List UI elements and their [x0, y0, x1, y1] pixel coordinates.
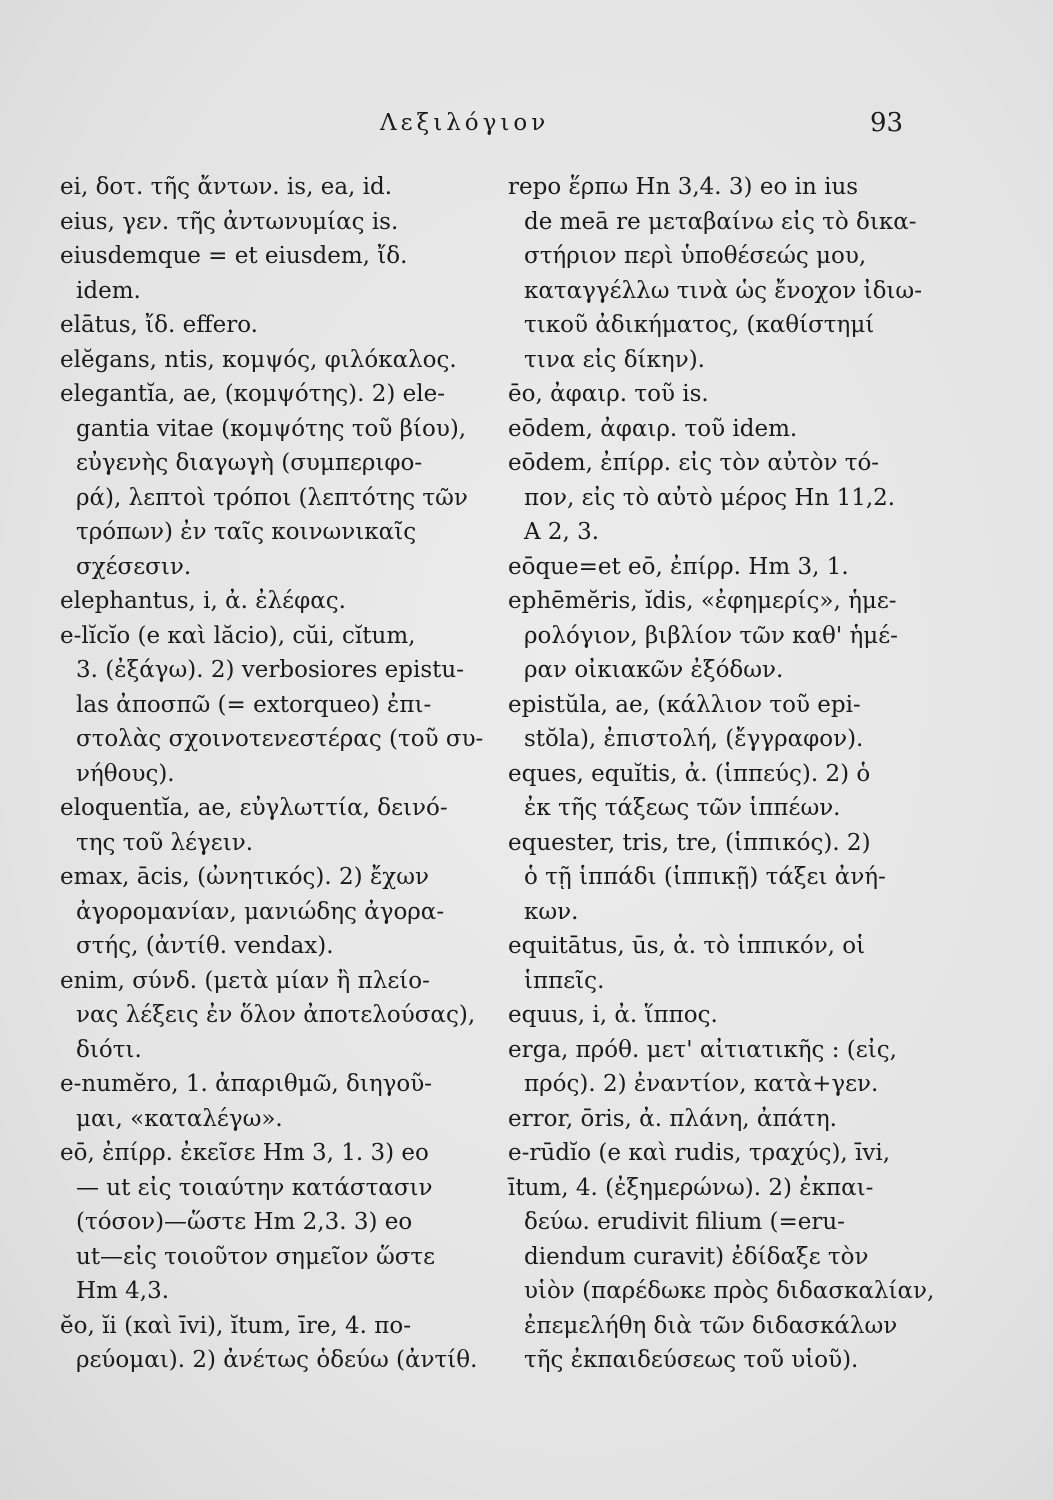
text-line: eōdem, ἐπίρρ. εἰς τὸν αὐτὸν τό-	[508, 450, 880, 476]
text-line: νας λέξεις ἐν ὅλον ἀποτελούσας),	[76, 1002, 476, 1028]
text-line: υἱὸν (παρέδωκε πρὸς διδασκαλίαν,	[524, 1278, 935, 1304]
text-line: — ut εἰς τοιαύτην κατάστασιν	[76, 1174, 433, 1201]
page-header-title: Λεξιλόγιον	[380, 110, 550, 136]
text-line: eius, γεν. τῆς ἀντωνυμίας is.	[60, 208, 399, 235]
text-line: ἐκ τῆς τάξεως τῶν ἱππέων.	[524, 795, 841, 821]
text-line: epistŭla, ae, (κάλλιον τοῦ epi-	[508, 691, 861, 718]
text-line: καταγγέλλω τινὰ ὡς ἔνοχον ἰδιω-	[524, 277, 922, 304]
text-line: στήριον περὶ ὑποθέσεώς μου,	[524, 243, 867, 269]
text-line: (τόσον)—ὥστε Hm 2,3. 3) eo	[76, 1209, 413, 1235]
text-line: equus, i, ἀ. ἵππος.	[508, 1002, 718, 1028]
text-line: ἐπεμελήθη διὰ τῶν διδασκάλων	[524, 1312, 898, 1339]
text-line: enim, σύνδ. (μετὰ μίαν ἢ πλείο-	[60, 967, 430, 994]
text-line: Hm 4,3.	[76, 1278, 170, 1304]
text-line: repo ἕρπω Hn 3,4. 3) eo in ius	[508, 174, 859, 200]
text-line: ρεύομαι). 2) ἀνέτως ὁδεύω (ἀντίθ.	[76, 1347, 478, 1373]
text-line: ītum, 4. (ἐξημερώνω). 2) ἐκπαι-	[508, 1174, 874, 1201]
text-line: ephēmĕris, ĭdis, «ἐφημερίς», ἡμε-	[508, 588, 897, 614]
text-line: A 2, 3.	[524, 519, 600, 545]
text-line: της τοῦ λέγειν.	[76, 829, 254, 856]
text-line: de meā re μεταβαίνω εἰς τὸ δικα-	[524, 208, 917, 235]
text-line: equester, tris, tre, (ἱππικός). 2)	[508, 829, 871, 856]
text-line: eiusdemque = et eiusdem, ἴδ.	[60, 243, 408, 269]
text-line: ēo, ἀφαιρ. τοῦ is.	[508, 381, 709, 407]
text-line: τῆς ἐκπαιδεύσεως τοῦ υἱοῦ).	[524, 1347, 859, 1373]
text-line: elephantus, i, ἀ. ἐλέφας.	[60, 588, 346, 614]
text-line: κων.	[524, 898, 579, 925]
right-column	[508, 170, 935, 1378]
text-line: idem.	[76, 277, 141, 304]
text-line: eōdem, ἀφαιρ. τοῦ idem.	[508, 415, 798, 442]
text-line: erga, πρόθ. μετ' αἰτιατικῆς : (εἰς,	[508, 1036, 897, 1063]
text-line: ĕo, ĭi (καὶ īvi), ĭtum, īre, 4. πο-	[60, 1312, 412, 1339]
text-line: ἀγορομανίαν, μανιώδης ἀγορα-	[76, 898, 445, 925]
text-line: las ἀποσπῶ (= extorqueo) ἐπι-	[76, 691, 432, 718]
text-line: σχέσεσιν.	[76, 553, 192, 580]
text-line: equitātus, ūs, ἀ. τὸ ἱππικόν, οἱ	[508, 933, 866, 959]
text-line: πον, εἰς τὸ αὐτὸ μέρος Hn 11,2.	[524, 484, 896, 511]
text-line: error, ōris, ἀ. πλάνη, ἀπάτη.	[508, 1105, 837, 1132]
text-line: ἱππεῖς.	[524, 967, 605, 994]
text-line: eōque=et eō, ἐπίρρ. Hm 3, 1.	[508, 553, 849, 580]
text-line: 3. (ἐξάγω). 2) verbosiores epistu-	[76, 657, 465, 683]
text-line: διότι.	[76, 1036, 142, 1063]
text-line: gantia vitae (κομψότης τοῦ βίου),	[76, 415, 467, 442]
text-line: elegantĭa, ae, (κομψότης). 2) ele-	[60, 381, 445, 407]
text-line: e-numĕro, 1. ἀπαριθμῶ, διηγοῦ-	[60, 1071, 433, 1097]
text-line: στολὰς σχοινοτενεστέρας (τοῦ συ-	[76, 726, 484, 752]
text-line: ὁ τῇ ἱππάδι (ἱππικῇ) τάξει ἀνή-	[524, 864, 886, 890]
text-line: ραν οἰκιακῶν ἐξόδων.	[524, 657, 784, 683]
text-line: e-lĭcĭo (e καὶ lăcio), cŭi, cĭtum,	[60, 622, 416, 649]
text-line: elātus, ἴδ. effero.	[60, 312, 258, 338]
text-line: τικοῦ ἀδικήματος, (καθίστημί	[524, 312, 875, 338]
text-line: eō, ἐπίρρ. ἐκεῖσε Hm 3, 1. 3) eo	[60, 1140, 429, 1166]
left-column	[60, 170, 485, 1378]
text-line: πρός). 2) ἐναντίον, κατὰ+γεν.	[524, 1071, 879, 1097]
text-line: ρά), λεπτοὶ τρόποι (λεπτότης τῶν	[76, 484, 468, 511]
text-line: μαι, «καταλέγω».	[76, 1105, 283, 1132]
text-line: τρόπων) ἐν ταῖς κοινωνικαῖς	[76, 519, 417, 545]
text-line: ei, δοτ. τῆς ἄντων. is, ea, id.	[60, 174, 393, 200]
text-line: στής, (ἀντίθ. vendax).	[76, 933, 334, 959]
text-line: emax, ācis, (ὠνητικός). 2) ἔχων	[60, 864, 429, 890]
text-line: τινα εἰς δίκην).	[524, 346, 705, 373]
text-line: εὐγενὴς διαγωγὴ (συμπεριφο-	[76, 450, 423, 476]
text-line: δεύω. erudivit filium (=eru-	[524, 1209, 845, 1235]
text-line: ρολόγιον, βιβλίον τῶν καθ' ἡμέ-	[524, 622, 898, 649]
text-line: e-rūdĭo (e καὶ rudis, τραχύς), īvi,	[508, 1140, 891, 1166]
text-line: elĕgans, ntis, κομψός, φιλόκαλος.	[60, 346, 457, 373]
text-line: stŏla), ἐπιστολή, (ἔγγραφον).	[524, 726, 864, 752]
page-number: 93	[870, 108, 904, 138]
text-line: eques, equĭtis, ἀ. (ἱππεύς). 2) ὁ	[508, 760, 871, 787]
text-line: eloquentĭa, ae, εὐγλωττία, δεινό-	[60, 795, 448, 821]
text-line: diendum curavit) ἐδίδαξε τὸν	[524, 1243, 869, 1270]
text-line: ut—εἰς τοιοῦτον σημεῖον ὥστε	[76, 1243, 436, 1270]
text-line: νήθους).	[76, 760, 175, 787]
